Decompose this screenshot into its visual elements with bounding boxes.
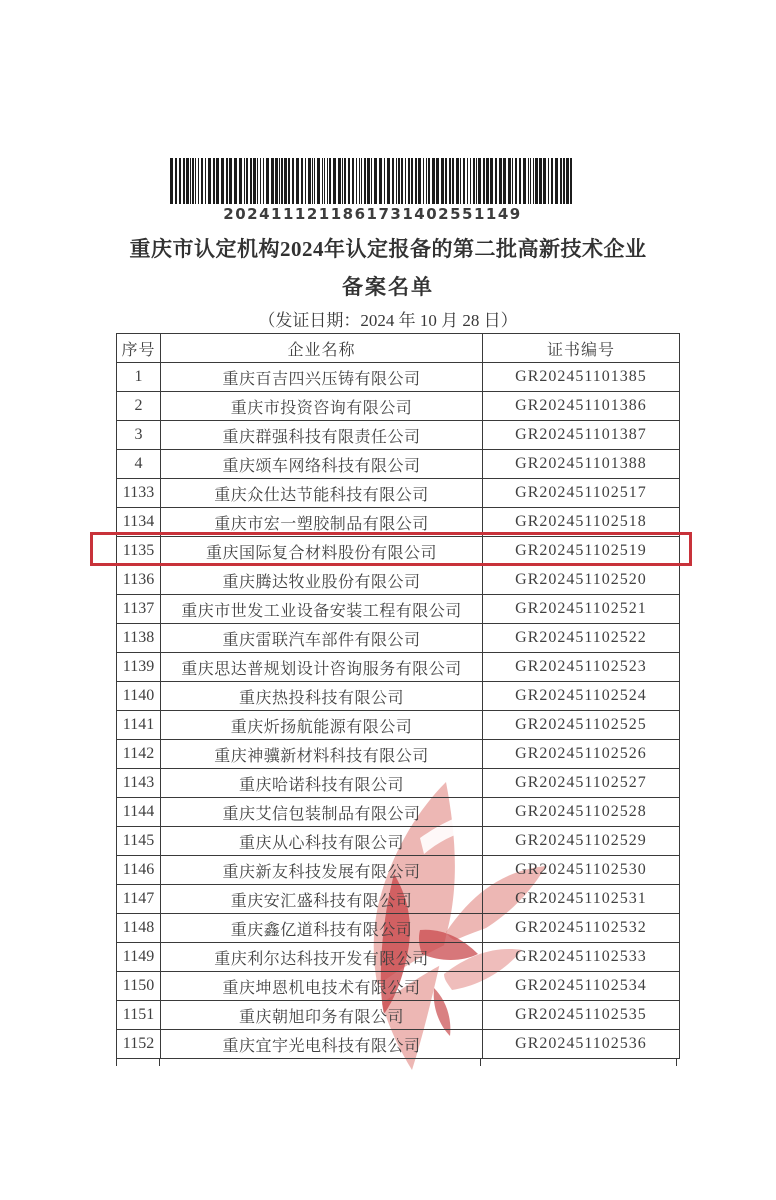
company-name-cell: 重庆市宏一塑胶制品有限公司 bbox=[161, 508, 483, 537]
cert-number-cell: GR202451102524 bbox=[483, 682, 680, 711]
company-name-cell: 重庆神骥新材料科技有限公司 bbox=[161, 740, 483, 769]
cert-number-cell: GR202451102531 bbox=[483, 885, 680, 914]
table-border-stub bbox=[480, 1058, 481, 1066]
cert-number-cell: GR202451101388 bbox=[483, 450, 680, 479]
seq-cell: 1137 bbox=[117, 595, 161, 624]
company-name-cell: 重庆炘扬航能源有限公司 bbox=[161, 711, 483, 740]
company-name-cell: 重庆朝旭印务有限公司 bbox=[161, 1001, 483, 1030]
cert-number-cell: GR202451102534 bbox=[483, 972, 680, 1001]
table-border-stub bbox=[159, 1058, 160, 1066]
cert-number-cell: GR202451102528 bbox=[483, 798, 680, 827]
header-row bbox=[117, 334, 680, 363]
table-row bbox=[117, 943, 680, 972]
table-row bbox=[117, 421, 680, 450]
company-name-cell: 重庆宜宇光电科技有限公司 bbox=[161, 1030, 483, 1059]
company-name-cell: 重庆坤恩机电技术有限公司 bbox=[161, 972, 483, 1001]
table-row bbox=[117, 595, 680, 624]
cert-number-cell: GR202451101385 bbox=[483, 363, 680, 392]
cert-number-cell: GR202451102535 bbox=[483, 1001, 680, 1030]
cert-number-cell: GR202451102525 bbox=[483, 711, 680, 740]
seq-cell: 1146 bbox=[117, 856, 161, 885]
table-row bbox=[117, 682, 680, 711]
seq-cell: 1147 bbox=[117, 885, 161, 914]
cert-number-cell: GR202451102522 bbox=[483, 624, 680, 653]
table-row bbox=[117, 711, 680, 740]
table-row bbox=[117, 885, 680, 914]
company-name-cell: 重庆群强科技有限责任公司 bbox=[161, 421, 483, 450]
cert-number-cell: GR202451102517 bbox=[483, 479, 680, 508]
company-name-cell: 重庆哈诺科技有限公司 bbox=[161, 769, 483, 798]
table-border-stub bbox=[116, 1058, 117, 1066]
seq-cell: 1138 bbox=[117, 624, 161, 653]
table-row bbox=[117, 914, 680, 943]
seq-cell: 1135 bbox=[117, 537, 161, 566]
cert-number-cell: GR202451101387 bbox=[483, 421, 680, 450]
company-name-cell: 重庆颂车网络科技有限公司 bbox=[161, 450, 483, 479]
company-name-cell: 重庆新友科技发展有限公司 bbox=[161, 856, 483, 885]
highlight-annotation-box bbox=[90, 532, 692, 566]
company-name-cell: 重庆艾信包装制品有限公司 bbox=[161, 798, 483, 827]
cert-number-cell: GR202451102536 bbox=[483, 1030, 680, 1059]
cert-number-cell: GR202451102532 bbox=[483, 914, 680, 943]
cert-number-cell: GR202451102523 bbox=[483, 653, 680, 682]
company-table-header bbox=[117, 334, 680, 363]
seq-cell: 1144 bbox=[117, 798, 161, 827]
table-row bbox=[117, 856, 680, 885]
company-name-cell: 重庆思达普规划设计咨询服务有限公司 bbox=[161, 653, 483, 682]
table-row bbox=[117, 1001, 680, 1030]
cert-number-cell: GR202451102526 bbox=[483, 740, 680, 769]
issue-date-line: （发证日期：2024 年 10 月 28 日） bbox=[258, 311, 518, 330]
cert-number-cell: GR202451102518 bbox=[483, 508, 680, 537]
table-row bbox=[117, 392, 680, 421]
header-cert: 证书编号 bbox=[483, 334, 680, 363]
barcode-number: 2024111211861731402551149 bbox=[223, 205, 522, 223]
table-row bbox=[117, 479, 680, 508]
seq-cell: 1145 bbox=[117, 827, 161, 856]
document-title-line2: 备案名单 bbox=[342, 275, 434, 299]
seq-cell: 1136 bbox=[117, 566, 161, 595]
cert-number-cell: GR202451102529 bbox=[483, 827, 680, 856]
table-row bbox=[117, 769, 680, 798]
cert-number-cell: GR202451102521 bbox=[483, 595, 680, 624]
company-table-body bbox=[117, 363, 680, 1059]
company-table bbox=[116, 333, 680, 1059]
seq-cell: 1149 bbox=[117, 943, 161, 972]
table-row bbox=[117, 827, 680, 856]
table-row bbox=[117, 798, 680, 827]
seq-cell: 1152 bbox=[117, 1030, 161, 1059]
company-name-cell: 重庆利尔达科技开发有限公司 bbox=[161, 943, 483, 972]
seq-cell: 1134 bbox=[117, 508, 161, 537]
seq-cell: 1151 bbox=[117, 1001, 161, 1030]
seq-cell: 1141 bbox=[117, 711, 161, 740]
barcode-image bbox=[170, 158, 575, 204]
cert-number-cell: GR202451102519 bbox=[483, 537, 680, 566]
table-row bbox=[117, 972, 680, 1001]
cert-number-cell: GR202451101386 bbox=[483, 392, 680, 421]
seq-cell: 1143 bbox=[117, 769, 161, 798]
seq-cell: 1133 bbox=[117, 479, 161, 508]
table-row bbox=[117, 363, 680, 392]
document-title-line1: 重庆市认定机构2024年认定报备的第二批高新技术企业 bbox=[129, 237, 647, 261]
table-row bbox=[117, 1030, 680, 1059]
seq-cell: 1142 bbox=[117, 740, 161, 769]
company-name-cell: 重庆市投资咨询有限公司 bbox=[161, 392, 483, 421]
header-name: 企业名称 bbox=[161, 334, 483, 363]
company-name-cell: 重庆从心科技有限公司 bbox=[161, 827, 483, 856]
company-name-cell: 重庆热投科技有限公司 bbox=[161, 682, 483, 711]
cert-number-cell: GR202451102530 bbox=[483, 856, 680, 885]
table-row bbox=[117, 624, 680, 653]
seq-cell: 4 bbox=[117, 450, 161, 479]
table-row bbox=[117, 566, 680, 595]
seq-cell: 1 bbox=[117, 363, 161, 392]
cert-number-cell: GR202451102520 bbox=[483, 566, 680, 595]
seq-cell: 1139 bbox=[117, 653, 161, 682]
table-border-stub bbox=[676, 1058, 677, 1066]
company-name-cell: 重庆百吉四兴压铸有限公司 bbox=[161, 363, 483, 392]
table-row bbox=[117, 653, 680, 682]
seq-cell: 1140 bbox=[117, 682, 161, 711]
seq-cell: 3 bbox=[117, 421, 161, 450]
seq-cell: 2 bbox=[117, 392, 161, 421]
table-row bbox=[117, 740, 680, 769]
company-name-cell: 重庆众仕达节能科技有限公司 bbox=[161, 479, 483, 508]
cert-number-cell: GR202451102527 bbox=[483, 769, 680, 798]
company-name-cell: 重庆雷联汽车部件有限公司 bbox=[161, 624, 483, 653]
table-row bbox=[117, 450, 680, 479]
company-name-cell: 重庆安汇盛科技有限公司 bbox=[161, 885, 483, 914]
company-name-cell: 重庆鑫亿道科技有限公司 bbox=[161, 914, 483, 943]
cert-number-cell: GR202451102533 bbox=[483, 943, 680, 972]
company-name-cell: 重庆腾达牧业股份有限公司 bbox=[161, 566, 483, 595]
header-seq: 序号 bbox=[117, 334, 161, 363]
company-name-cell: 重庆市世发工业设备安装工程有限公司 bbox=[161, 595, 483, 624]
seq-cell: 1150 bbox=[117, 972, 161, 1001]
company-name-cell: 重庆国际复合材料股份有限公司 bbox=[161, 537, 483, 566]
seq-cell: 1148 bbox=[117, 914, 161, 943]
